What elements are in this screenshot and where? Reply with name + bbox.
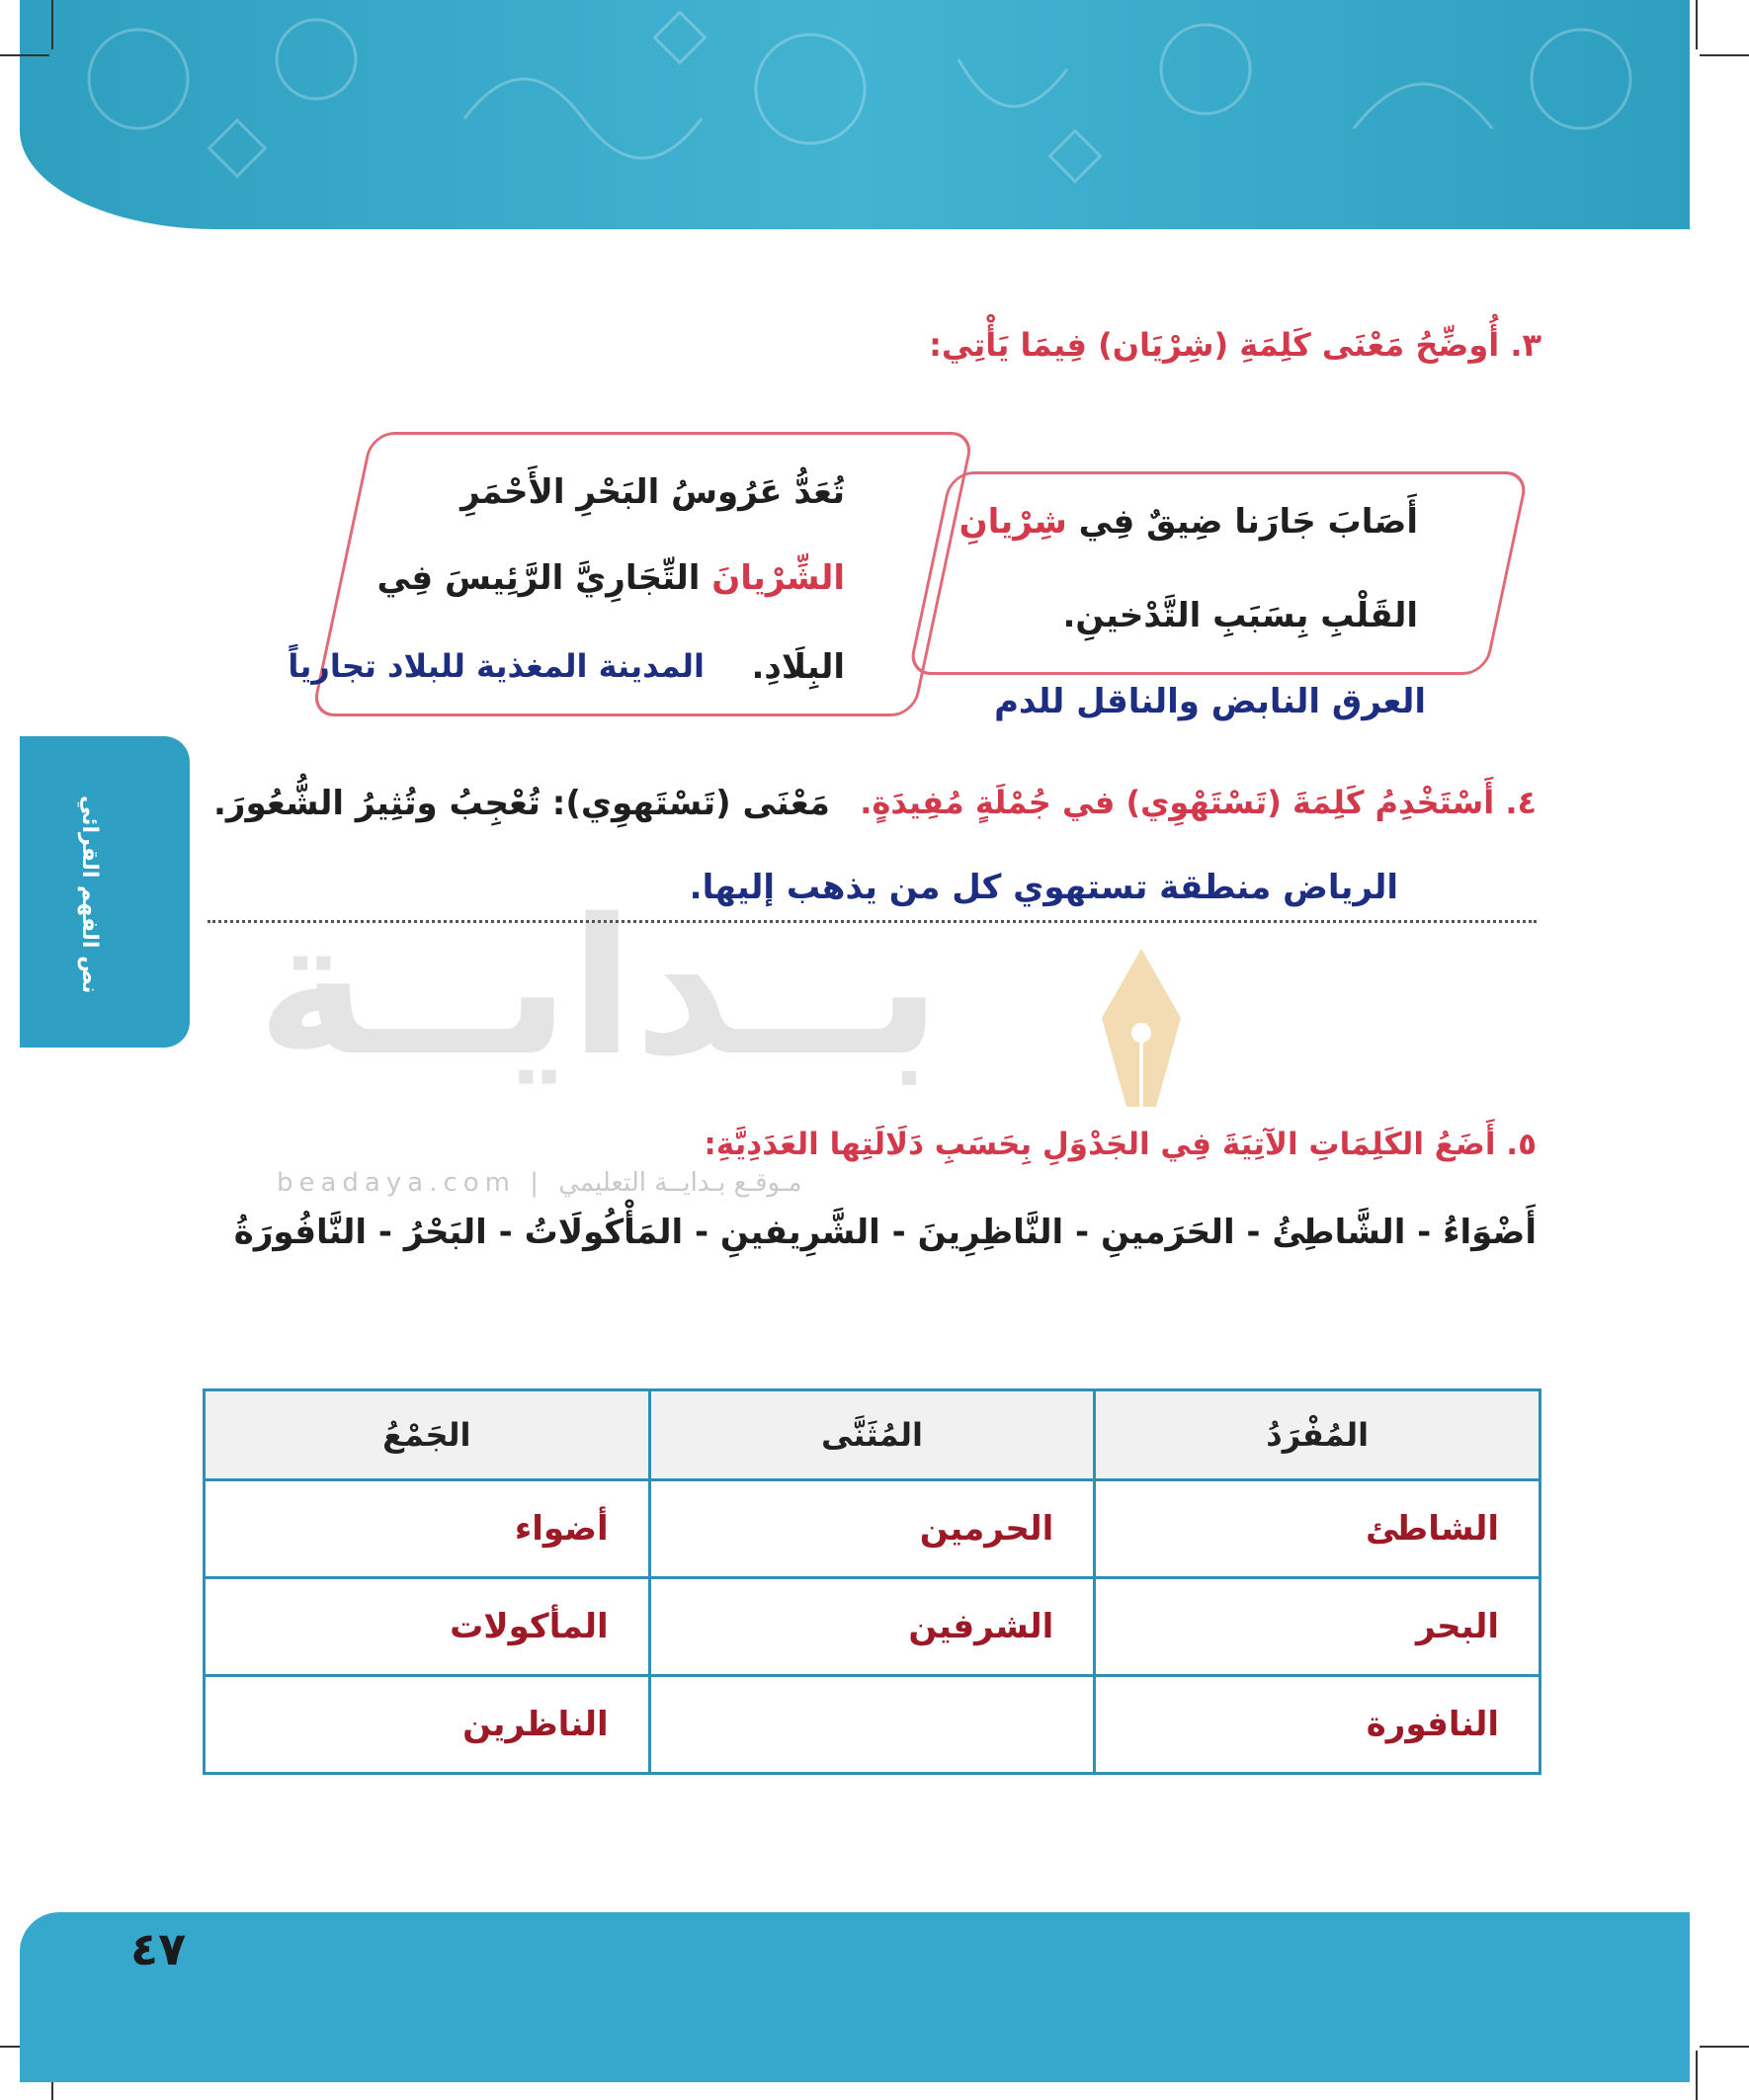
right-box-line-2: القَلْبِ بِسَبَبِ التَّدْخينِ. — [1062, 596, 1418, 635]
header-dual: المُثَنَّى — [649, 1390, 1095, 1480]
footer-band — [20, 1912, 1690, 2082]
table-row — [205, 1578, 1541, 1676]
crop-mark — [1696, 2051, 1698, 2100]
header-plural: الجَمْعُ — [205, 1390, 650, 1480]
pen-nib-icon — [1097, 949, 1186, 1117]
answer-dotted-line — [208, 920, 1537, 923]
crop-mark — [0, 54, 49, 56]
question-4-answer: الرياض منطقة تستهوي كل من يذهب إليها. — [689, 868, 1398, 907]
watermark-logo: بــدايــة — [257, 879, 942, 1097]
table-cell: المأكولات — [205, 1578, 650, 1676]
question-5-words: أَضْوَاءُ - الشَّاطِئُ - الحَرَمينِ - النَّاظِرِينَ - الشَّرِيفينِ - المَأْكُولَاتُ - البَحْرُ - النَّافُورَةُ — [233, 1213, 1537, 1252]
right-box-answer: العرق النابض والناقل للدم — [994, 682, 1426, 721]
left-box-line-2 — [377, 558, 846, 598]
left-box-answer: المدينة المغذية للبلاد تجارياً — [288, 647, 705, 685]
table-cell: الشرفين — [649, 1578, 1095, 1676]
page-number: ٤٧ — [130, 1922, 187, 1975]
left-box-line-3: البِلَادِ. — [751, 647, 845, 687]
header-singular: المُفْرَدُ — [1095, 1390, 1541, 1480]
crop-mark — [1700, 2046, 1749, 2048]
left-box-highlight: الشِّرْيانَ — [711, 558, 845, 598]
question-4-meaning: مَعْنَى (تَسْتَهوِي): تُعْجِبُ وتُثِيرُ الشُّعُورَ. — [213, 784, 830, 823]
right-box-line-1 — [959, 502, 1418, 542]
table-cell: البحر — [1095, 1578, 1541, 1676]
crop-mark — [1700, 54, 1749, 56]
classification-table — [203, 1388, 1541, 1775]
table-cell: أضواء — [205, 1480, 650, 1578]
right-box-line-1-start: أَصَابَ جَارَنا ضِيقٌ فِي — [1066, 502, 1418, 542]
table-cell: النافورة — [1095, 1676, 1541, 1774]
watermark-site: beadaya.com | مـوقـع بـدايــة التعليمي — [277, 1168, 802, 1198]
left-box-line-2-rest: التِّجَارِيَّ الرَّئِيسَ فِي — [376, 558, 712, 598]
left-box-line-1: تُعَدُّ عَرُوسُ البَحْرِ الأَحْمَرِ — [460, 472, 845, 512]
question-3-prompt: ٣. أُوضِّحُ مَعْنَى كَلِمَةِ (شِرْيَان) فِيمَا يَأْتِي: — [929, 326, 1541, 364]
header-band — [20, 0, 1690, 229]
table-cell: الحرمين — [649, 1480, 1095, 1578]
table-row — [205, 1676, 1541, 1774]
table-row — [205, 1480, 1541, 1578]
table-cell: الشاطئ — [1095, 1480, 1541, 1578]
table-cell: الناظرين — [205, 1676, 650, 1774]
table-cell — [649, 1676, 1095, 1774]
side-tab-label: نص الفهم القرائي — [77, 795, 102, 994]
decorative-pattern — [20, 0, 1690, 229]
crop-mark — [1696, 0, 1698, 49]
question-5-prompt: ٥. أَضَعُ الكَلِمَاتِ الآتِيَةَ فِي الجَدْوَلِ بِحَسَبِ دَلَالَتِها العَدَدِيَّةِ: — [704, 1127, 1537, 1162]
crop-mark — [51, 0, 53, 49]
right-box-highlight: شِرْيانِ — [958, 502, 1067, 542]
side-tab — [20, 736, 190, 1048]
table-header-row — [205, 1390, 1541, 1480]
question-4-prompt: ٤. أَسْتَخْدِمُ كَلِمَةَ (تَسْتَهْوِي) في جُمْلَةٍ مُفِيدَةٍ. — [860, 784, 1537, 821]
